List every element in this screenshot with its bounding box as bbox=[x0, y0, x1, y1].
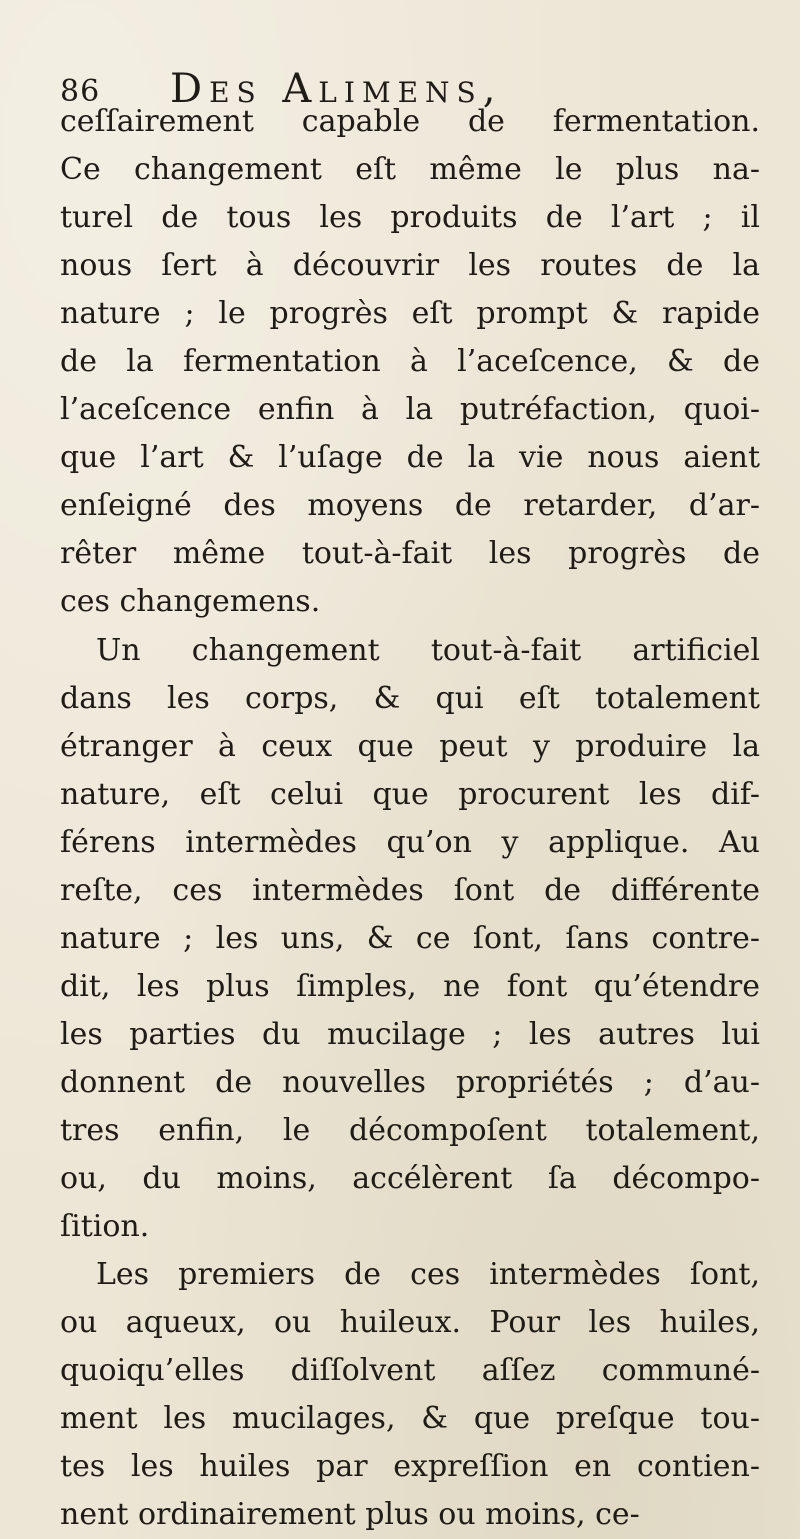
text-line: tres enfin, le décompoſent totalement, bbox=[60, 1112, 760, 1148]
text-line: quoiqu’elles diſſolvent aſſez communé- bbox=[60, 1353, 760, 1389]
text-line: tes les huiles par expreſſion en contien- bbox=[60, 1449, 760, 1485]
text-line: nature ; les uns, & ce ſont, ſans contre- bbox=[60, 920, 760, 956]
text-line: les parties du mucilage ; les autres lui bbox=[60, 1016, 760, 1052]
text-line: enſeigné des moyens de retarder, d’ar- bbox=[60, 488, 760, 524]
text-line: reſte, ces intermèdes ſont de différente bbox=[60, 872, 760, 908]
text-line: férens intermèdes qu’on y applique. Au bbox=[60, 824, 760, 860]
text-line: ſition. bbox=[60, 1209, 150, 1245]
text-line: Ce changement eſt même le plus na- bbox=[60, 152, 760, 188]
text-line: nature, eſt celui que procurent les dif- bbox=[60, 776, 760, 812]
text-line: ceſſairement capable de fermentation. bbox=[60, 104, 760, 139]
text-line: ou aqueux, ou huileux. Pour les huiles, bbox=[60, 1305, 760, 1341]
text-line: dit, les plus ſimples, ne font qu’étendre bbox=[60, 968, 760, 1004]
text-line: nent ordinairement plus ou moins, ce- bbox=[60, 1497, 640, 1533]
text-line: ment les mucilages, & que preſque tou- bbox=[60, 1401, 760, 1437]
page-number: 86 bbox=[60, 74, 101, 109]
text-line: nature ; le progrès eſt prompt & rapide bbox=[60, 296, 760, 332]
text-line: étranger à ceux que peut y produire la bbox=[60, 728, 760, 764]
text-line: nous ſert à découvrir les routes de la bbox=[60, 248, 760, 284]
text-line: dans les corps, & qui eſt totalement bbox=[60, 680, 760, 716]
text-line: l’aceſcence enfin à la putréfaction, quoi- bbox=[60, 392, 760, 428]
text-line: que l’art & l’uſage de la vie nous aient bbox=[60, 440, 760, 476]
text-line: donnent de nouvelles propriétés ; d’au- bbox=[60, 1064, 760, 1100]
text-line: rêter même tout-à-fait les progrès de bbox=[60, 536, 760, 572]
text-line: Les premiers de ces intermèdes ſont, bbox=[96, 1257, 760, 1293]
text-line: turel de tous les produits de l’art ; il bbox=[60, 200, 760, 236]
text-line: ces changemens. bbox=[60, 584, 321, 620]
body-text bbox=[60, 98, 760, 1539]
text-line: de la fermentation à l’aceſcence, & de bbox=[60, 344, 760, 380]
running-head: Des Alimens, bbox=[170, 66, 503, 112]
text-line: ou, du moins, accélèrent ſa décompo- bbox=[60, 1161, 760, 1197]
text-line: Un changement tout-à-fait artificiel bbox=[96, 632, 760, 668]
